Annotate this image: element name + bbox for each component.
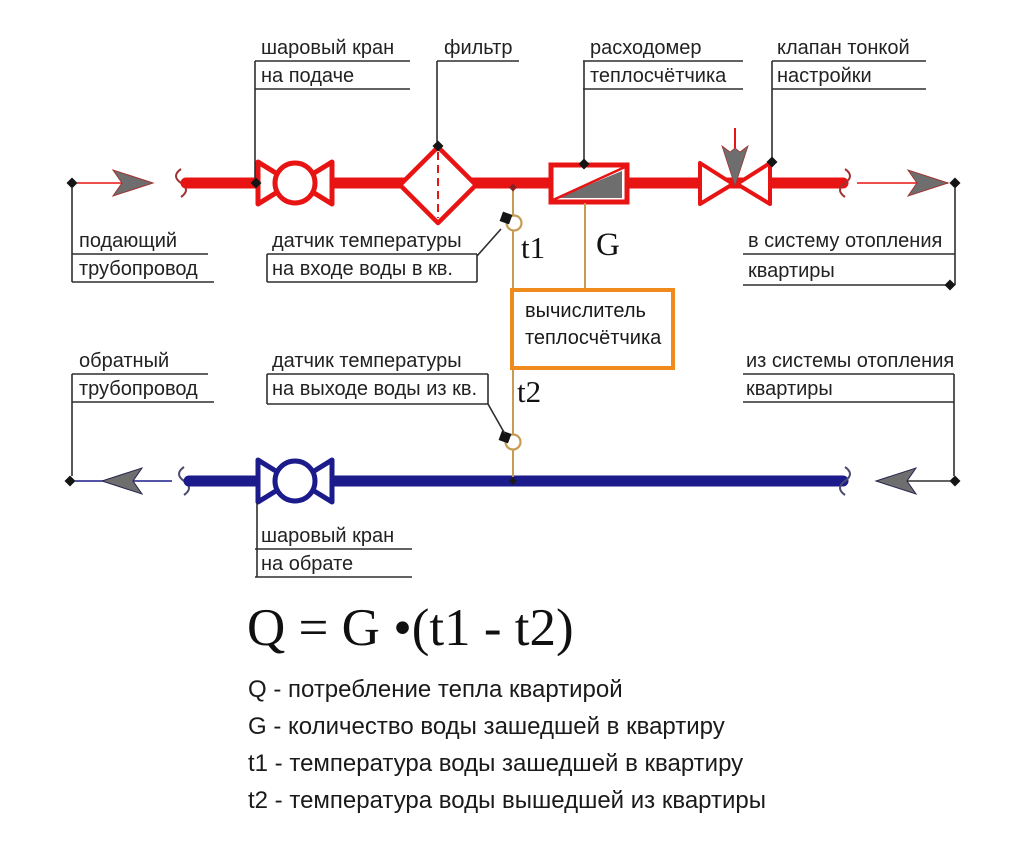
label-fine-valve-line2: настройки: [777, 65, 872, 87]
label-return-pipe-line2: трубопровод: [79, 378, 198, 400]
sensor-in-leader: [477, 229, 501, 256]
label-ball-valve-supply-line2: на подаче: [261, 65, 355, 87]
flow-meter-symbol: [551, 165, 627, 202]
t2-sensor-symbol: [499, 431, 521, 450]
ball-valve-supply-ball: [275, 163, 315, 203]
calculator-label-line1: вычислитель: [525, 300, 646, 322]
calculator-box: [510, 288, 675, 370]
label-to-system-line1: в систему отопления: [748, 230, 943, 252]
label-flow-meter-line2: теплосчётчика: [590, 65, 727, 87]
fine-valve-right-wing: [737, 163, 770, 204]
legend-t2: t2 - температура воды вышедшей из квартиры: [248, 787, 766, 814]
label-g: G: [596, 227, 620, 263]
heat-formula: Q = G •(t1 - t2): [247, 599, 574, 657]
return-left-node-diamond: [65, 476, 76, 487]
legend-g: G - количество воды зашедшей в квартиру: [248, 713, 725, 740]
label-sensor-in-line2: на входе воды в кв.: [272, 258, 453, 280]
sensor-out-leader: [488, 404, 505, 434]
label-sensor-in-line1: датчик температуры: [272, 230, 462, 252]
return-right-node-diamond: [950, 476, 961, 487]
fine-valve-left-wing: [700, 163, 733, 204]
label-from-system-line1: из системы отопления: [746, 350, 955, 372]
label-flow-meter-line1: расходомер: [590, 37, 702, 59]
label-fine-valve-line1: клапан тонкой: [777, 37, 910, 59]
t1-sensor-symbol: [500, 212, 522, 231]
label-ball-valve-return-line2: на обрате: [261, 553, 354, 575]
label-filter: фильтр: [444, 37, 513, 59]
ball-valve-return-symbol: [258, 460, 332, 502]
label-ball-valve-supply-line1: шаровый кран: [261, 37, 395, 59]
calculator-label-line2: теплосчётчика: [525, 327, 662, 349]
label-to-system-line2: квартиры: [748, 260, 835, 282]
ball-valve-supply-symbol: [258, 162, 332, 204]
label-sensor-out-line1: датчик температуры: [272, 350, 462, 372]
label-t1: t1: [521, 230, 546, 265]
label-from-system-line2: квартиры: [746, 378, 833, 400]
fine-valve-symbol: [700, 128, 770, 204]
label-supply-pipe-line1: подающий: [79, 230, 178, 252]
label-t2: t2: [517, 374, 542, 409]
legend-q: Q - потребление тепла квартирой: [248, 676, 623, 703]
filter-symbol: [400, 147, 476, 223]
supply-right-node-diamond: [950, 178, 961, 189]
to-system-label-diamond: [945, 280, 956, 291]
label-return-pipe-line1: обратный: [79, 350, 170, 372]
label-sensor-out-line2: на выходе воды из кв.: [272, 378, 478, 400]
legend-t1: t1 - температура воды зашедшей в квартиру: [248, 750, 744, 777]
ball-valve-return-ball: [275, 461, 315, 501]
label-ball-valve-return-line1: шаровый кран: [261, 525, 395, 547]
supply-left-node-diamond: [67, 178, 78, 189]
label-supply-pipe-line2: трубопровод: [79, 258, 198, 280]
